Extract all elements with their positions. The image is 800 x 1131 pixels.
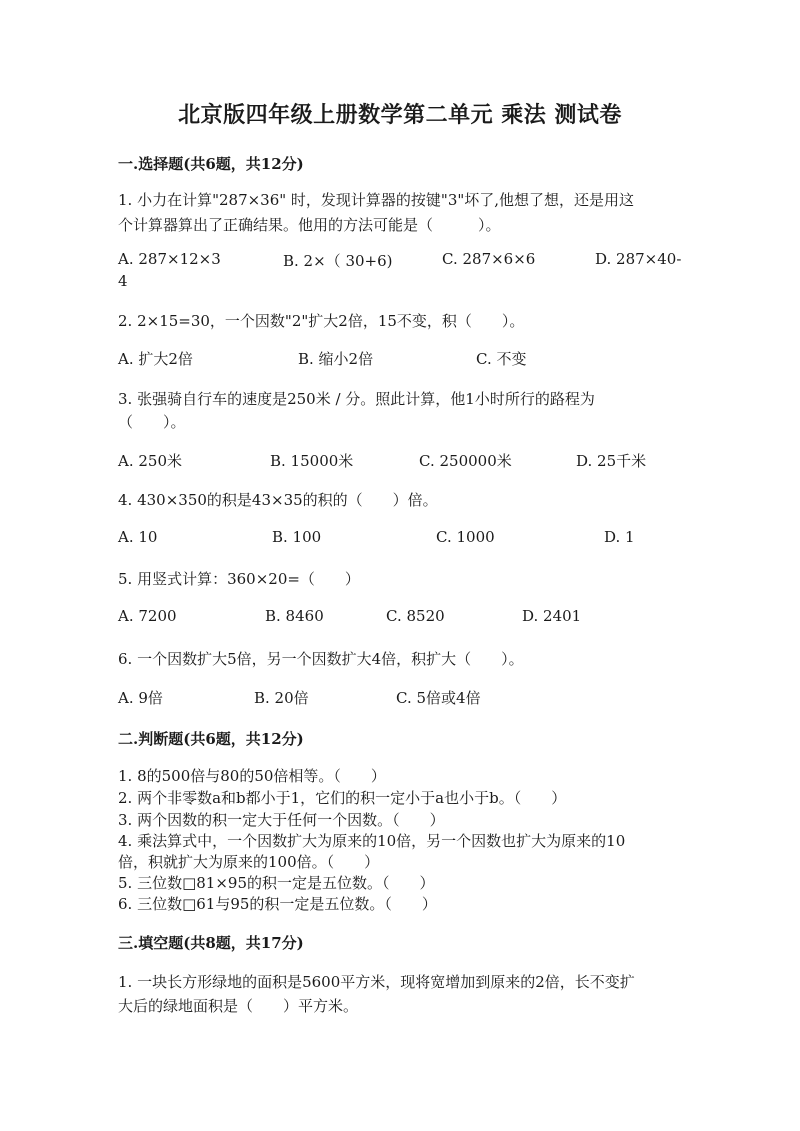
option-c: C. 5倍或4倍 xyxy=(396,689,481,707)
option-d-continued: 4 xyxy=(118,272,128,290)
section-heading-fill-in: 三.填空题(共8题，共17分) xyxy=(118,934,304,952)
option-c: C. 1000 xyxy=(436,528,495,546)
question-text: 大后的绿地面积是（ ）平方米。 xyxy=(118,997,359,1015)
option-d: D. 1 xyxy=(604,528,635,546)
page-title: 北京版四年级上册数学第二单元 乘法 测试卷 xyxy=(178,102,622,128)
option-c: C. 不变 xyxy=(476,350,527,368)
question-text: （ ）。 xyxy=(118,413,186,431)
statement-line: 3. 两个因数的积一定大于任何一个因数。（ ） xyxy=(118,811,445,829)
option-c: C. 8520 xyxy=(386,607,445,625)
question-text: 1. 一块长方形绿地的面积是5600平方米，现将宽增加到原来的2倍，长不变扩 xyxy=(118,973,635,991)
option-b: B. 100 xyxy=(272,528,322,546)
option-d: D. 287×40- xyxy=(595,250,682,268)
option-b: B. 缩小2倍 xyxy=(298,350,374,368)
question-text: 6. 一个因数扩大5倍，另一个因数扩大4倍，积扩大（ ）。 xyxy=(118,650,524,668)
statement-line: 倍，积就扩大为原来的100倍。（ ） xyxy=(118,853,380,871)
question-text: 2. 2×15=30，一个因数"2"扩大2倍，15不变，积（ ）。 xyxy=(118,312,525,330)
question-text: 4. 430×350的积是43×35的积的（ ）倍。 xyxy=(118,491,438,509)
option-b: B. 2×（ 30+6) xyxy=(283,252,393,270)
statement-line: 5. 三位数□81×95的积一定是五位数。（ ） xyxy=(118,874,435,892)
option-a: A. 250米 xyxy=(118,452,182,470)
option-b: B. 15000米 xyxy=(270,452,354,470)
option-d: D. 25千米 xyxy=(576,452,647,470)
option-b: B. 20倍 xyxy=(254,689,309,707)
statement-line: 2. 两个非零数a和b都小于1，它们的积一定小于a也小于b。（ ） xyxy=(118,789,567,807)
option-a: A. 10 xyxy=(118,528,158,546)
option-a: A. 扩大2倍 xyxy=(118,350,193,368)
option-c: C. 287×6×6 xyxy=(442,250,536,268)
question-text: 个计算器算出了正确结果。他用的方法可能是（ ）。 xyxy=(118,216,501,234)
section-heading-choice: 一.选择题(共6题，共12分) xyxy=(118,155,304,173)
question-text: 1. 小力在计算"287×36" 时，发现计算器的按键"3"坏了,他想了想，还是用这 xyxy=(118,191,635,209)
statement-line: 6. 三位数□61与95的积一定是五位数。（ ） xyxy=(118,895,437,913)
question-text: 5. 用竖式计算：360×20=（ ） xyxy=(118,570,360,588)
option-a: A. 287×12×3 xyxy=(118,250,221,268)
option-d: D. 2401 xyxy=(522,607,582,625)
option-a: A. 9倍 xyxy=(118,689,163,707)
option-b: B. 8460 xyxy=(265,607,324,625)
question-text: 3. 张强骑自行车的速度是250米 / 分。照此计算，他1小时所行的路程为 xyxy=(118,390,595,408)
statement-line: 4. 乘法算式中，一个因数扩大为原来的10倍，另一个因数也扩大为原来的10 xyxy=(118,832,626,850)
option-a: A. 7200 xyxy=(118,607,177,625)
statement-line: 1. 8的500倍与80的50倍相等。（ ） xyxy=(118,767,386,785)
option-c: C. 250000米 xyxy=(419,452,512,470)
section-heading-judgment: 二.判断题(共6题，共12分) xyxy=(118,730,304,748)
